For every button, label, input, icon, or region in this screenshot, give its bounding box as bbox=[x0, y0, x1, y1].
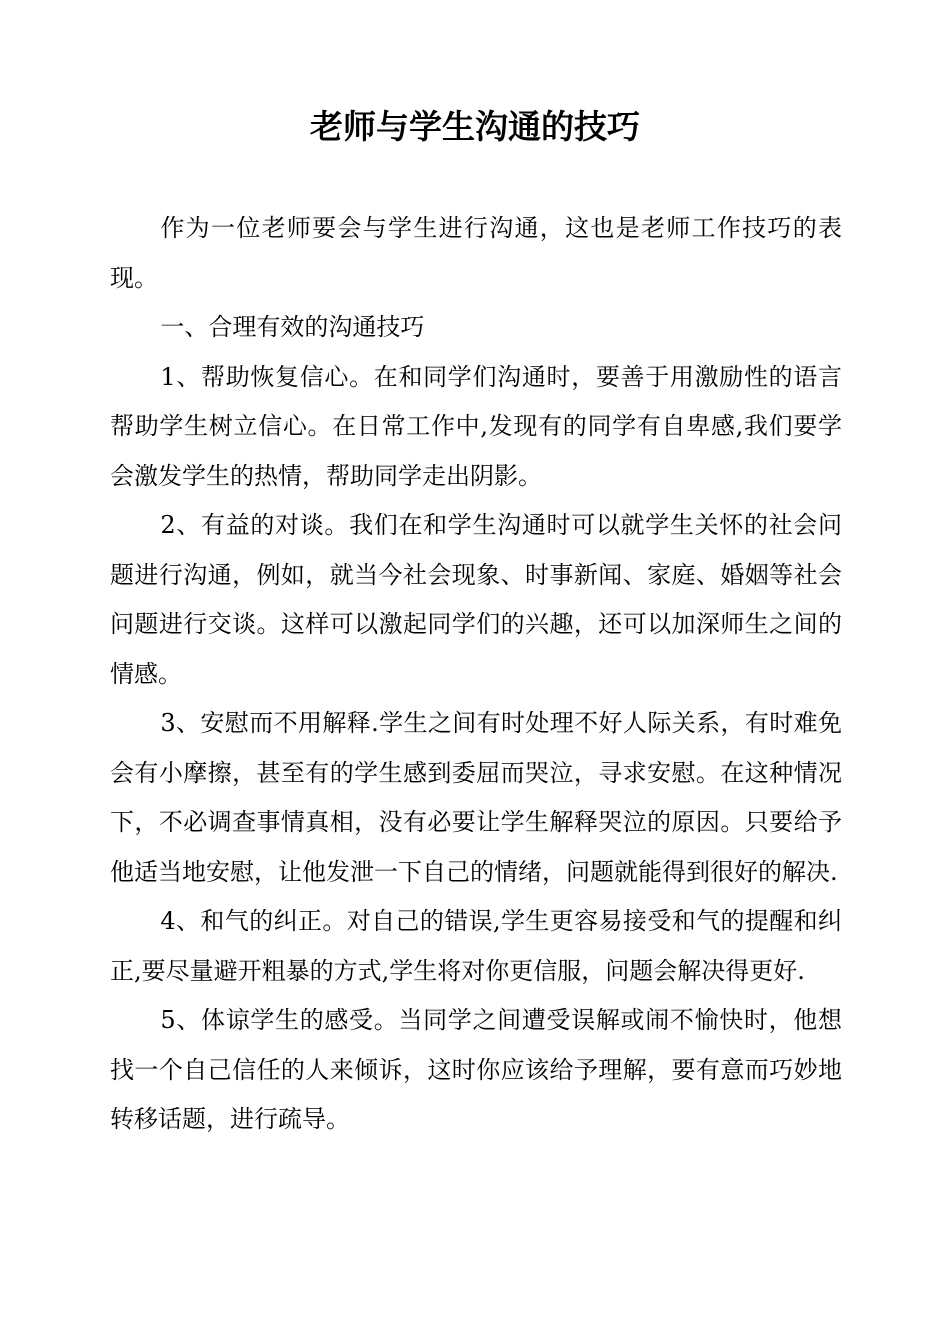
document-title: 老师与学生沟通的技巧 bbox=[310, 107, 640, 146]
paragraph-item-4: 4、和气的纠正。对自己的错误,学生更容易接受和气的提醒和纠正,要尽量避开粗暴的方式,学生将对你更信服，问题会解决得更好. bbox=[110, 907, 842, 985]
paragraph-section-heading: 一、合理有效的沟通技巧 bbox=[160, 313, 425, 341]
paragraph-item-3: 3、安慰而不用解释.学生之间有时处理不好人际关系，有时难免会有小摩擦，甚至有的学生感到委屈而哭泣，寻求安慰。在这种情况下，不必调查事情真相，没有必要让学生解释哭泣的原因。只要给予他适当地安慰，让他发泄一下自己的情绪，问题就能得到很好的解决. bbox=[110, 709, 842, 886]
paragraph-item-2: 2、有益的对谈。我们在和学生沟通时可以就学生关怀的社会问题进行沟通，例如，就当今社会现象、时事新闻、家庭、婚姻等社会问题进行交谈。这样可以激起同学们的兴趣，还可以加深师生之间的情感。 bbox=[110, 511, 842, 688]
paragraph-intro: 作为一位老师要会与学生进行沟通，这也是老师工作技巧的表现。 bbox=[110, 214, 842, 292]
paragraph-item-1: 1、帮助恢复信心。在和同学们沟通时，要善于用激励性的语言帮助学生树立信心。在日常工作中,发现有的同学有自卑感,我们要学会激发学生的热情，帮助同学走出阴影。 bbox=[110, 362, 842, 490]
paragraph-item-5: 5、体谅学生的感受。当同学之间遭受误解或闹不愉快时，他想找一个自己信任的人来倾诉，这时你应该给予理解，要有意而巧妙地转移话题，进行疏导。 bbox=[110, 1006, 842, 1133]
document-body bbox=[110, 204, 842, 1145]
